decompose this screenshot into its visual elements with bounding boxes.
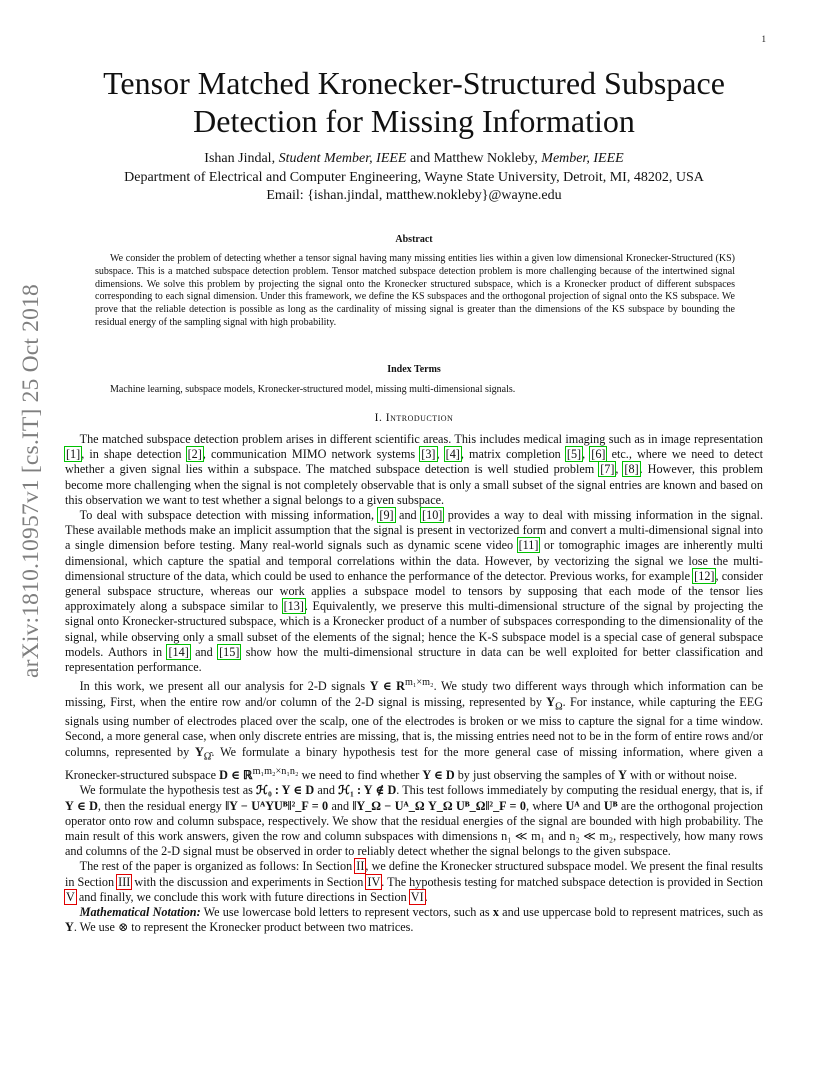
text-run: . This test follows immediately by computing the residual energy, that is, if — [396, 783, 763, 798]
text-run: The rest of the paper is organized as follows: In Section — [79, 859, 356, 874]
text-run: by just observing the samples of — [454, 768, 619, 783]
citation-link[interactable]: [9] — [379, 508, 394, 523]
text-run: or tomographic images are inherently multi dimensional, which capture the spatial and temporal correlations within the data. However, by vectorizing the signal we lose the multi-dimensional structure of the data, which could be used to enhance the performance of the detector. Previous works, for example — [65, 538, 763, 583]
section-link[interactable]: IV — [367, 874, 381, 889]
index-terms-text: Machine learning, subspace models, Kronecker-structured model, missing multi-dimensional signals. — [110, 384, 516, 395]
math-expression: ‖Y_Ω − Uᴬ_Ω Y_Ω Uᴮ_Ω‖²_F = 0 — [352, 798, 526, 813]
text-run: . We study two different ways through which information can be missing, First, when the entire row and/or column of the 2-D signal is missing, represented by — [65, 679, 763, 709]
text-run: and — [394, 508, 422, 523]
math-expression: Y — [618, 768, 627, 783]
text-run: , where — [525, 798, 566, 813]
math-expression: Y ∈ D — [65, 798, 98, 813]
citation-link[interactable]: [2] — [187, 447, 202, 462]
section-link[interactable]: V — [66, 889, 75, 904]
author-line — [64, 149, 764, 168]
math-expression: Y — [194, 744, 204, 759]
text-run: , respectively, how many rows and columns of the 2-D signal must be observed in order to reliably detect whether the signal belongs to the given subspace. — [65, 829, 763, 859]
text-run: . For instance, while capturing the EEG signals using number of electrodes placed over the scalp, one of the electrodes is broken or we miss to capture the signal for a time window. Second, a more general case, when only discrete entries are missing, that is, the missing entries need not to be in the form of entire rows and/or columns, represented by — [65, 694, 763, 759]
text-run: provides a way to deal with missing information in the signal. These available methods make an implicit assumption that the signal is present in vectorized form and convert a multi-dimensional signal into a single dimension before testing. Many real-world signals such as dynamic scene video — [65, 508, 763, 553]
text-run: and — [328, 798, 353, 813]
text-run: , communication MIMO network systems — [202, 447, 421, 462]
author-name-1: Ishan Jindal, — [204, 151, 279, 166]
text-run: We use lowercase bold letters to represent vectors, such as — [200, 905, 493, 920]
math-superscript: m₁×m₂ — [404, 677, 434, 689]
text-run: . The hypothesis testing for matched subspace detection is provided in Section — [381, 874, 763, 889]
page-number: 1 — [761, 34, 766, 44]
abstract-text: We consider the problem of detecting whether a tensor signal having many missing entities lies within a given low dimensional Kronecker-Structured (KS) subspace. This is a matched subspace detection problem. Tensor matched subspace detection problem is more challenging because of the intertwined signal dimensions. We solve this problem by projecting the signal onto the Kronecker structured subspace, which is a Kronecker product of different subspaces corresponding to each signal dimension. Under this framework, we define the KS subspaces and the orthogonal projection of signal onto the KS subspace. We prove that the reliable detection is possible as long as the cardinality of missing signal is greater than the dimensions of the KS subspace by bounding the residual energy of the sampling signal with high probability. — [95, 253, 735, 328]
text-run: In this work, we present all our analysis for 2-D signals — [79, 679, 370, 694]
affiliation: Department of Electrical and Computer Engineering, Wayne State University, Detroit, MI, 48202, USA — [124, 170, 704, 185]
math-expression: ℋ₀ : Y ∈ D — [256, 783, 315, 798]
math-expression: ℋ₁ : Y ∉ D — [338, 783, 397, 798]
math-expression: n₁ ≪ m₁ — [501, 829, 545, 844]
citation-link[interactable]: [4] — [445, 447, 460, 462]
math-subscript: Ω̂ — [203, 751, 212, 762]
notation-label: Mathematical Notation: — [79, 905, 201, 920]
citation-link[interactable]: [14] — [168, 644, 189, 659]
citation-link[interactable]: [1] — [66, 447, 81, 462]
math-expression: n₂ ≪ m₂ — [569, 829, 614, 844]
text-run: We formulate the hypothesis test as — [79, 783, 257, 798]
index-terms-heading: Index Terms — [387, 364, 441, 375]
math-expression: ‖Y − UᴬYUᴮ‖²_F = 0 — [225, 798, 329, 813]
text-run: . — [424, 889, 428, 904]
math-expression: Y — [546, 694, 556, 709]
paper-title: Tensor Matched Kronecker-Structured Subspace Detection for Missing Information — [103, 65, 725, 139]
citation-link[interactable]: [13] — [283, 599, 304, 614]
citation-link[interactable]: [8] — [624, 462, 639, 477]
paragraph-1 — [65, 432, 763, 508]
author-role-2: Member, IEEE — [541, 151, 624, 166]
section-link[interactable]: III — [118, 874, 131, 889]
text-run: show how the multi-dimensional structure in data can be well exploited for better classification and representation performance. — [65, 644, 763, 675]
math-expression: x — [492, 905, 499, 920]
text-run: we need to find whether — [298, 768, 423, 783]
text-run: are the orthogonal projection operator onto row and column subspace, respectively. We show that the residual energies of the signal are bounded with high probability. The main result of this work answers, given the row and column subspaces with dimensions — [65, 798, 763, 844]
text-run: and use uppercase bold to represent matrices, such as — [498, 905, 763, 920]
text-run: with or without noise. — [626, 768, 737, 783]
citation-link[interactable]: [15] — [219, 644, 240, 659]
section-heading-introduction: I. Introduction — [374, 412, 454, 424]
math-expression: Y ∈ D — [422, 768, 455, 783]
paragraph-5 — [65, 859, 763, 905]
text-run: and — [314, 783, 339, 798]
text-run: , then the residual energy — [97, 798, 226, 813]
text-run: etc., where we need to detect whether a given signal lies within a subspace. The matched subspace detection is well studied problem — [65, 447, 763, 477]
citation-link[interactable]: [10] — [422, 508, 443, 523]
author-role-1: Student Member, IEEE — [278, 151, 407, 166]
paragraph-6 — [65, 905, 763, 935]
section-link[interactable]: II — [356, 859, 365, 874]
math-expression: Y ∈ R — [369, 679, 405, 694]
citation-link[interactable]: [6] — [591, 447, 606, 462]
text-run: . However, this problem become more challenging when the signal is not completely observable that is only a small subset of the signal entries are known and based on this observation we want to test whether a signal belongs to a given subspace. — [65, 462, 763, 507]
abstract-heading: Abstract — [395, 234, 433, 245]
text-run: , — [436, 447, 445, 462]
citation-link[interactable]: [3] — [421, 447, 436, 462]
citation-link[interactable]: [7] — [600, 462, 615, 477]
math-superscript: m₁m₂×n₁n₂ — [252, 766, 299, 778]
text-run: , we define the Kronecker structured subspace model. We present the final results in Section — [65, 859, 763, 889]
text-run: To deal with subspace detection with missing information, — [79, 508, 379, 523]
text-run: and — [544, 829, 570, 844]
text-run: and — [579, 798, 604, 813]
text-run: with the discussion and experiments in Section — [131, 874, 367, 889]
math-expression: Uᴮ — [603, 798, 618, 813]
text-run: , consider general subspace structure, whereas our work applies a subspace model to tensors by supposing that each mode of the tensor lies approximately along a subspace similar to — [65, 568, 763, 614]
text-run: , matrix completion — [460, 447, 566, 462]
text-run: . We use ⊗ to represent the Kronecker product between two matrices. — [73, 920, 414, 935]
text-run: , in shape detection — [81, 447, 187, 462]
citation-link[interactable]: [5] — [566, 447, 582, 462]
text-run: The matched subspace detection problem arises in different scientific areas. This includes medical imaging such as in image representation — [79, 432, 763, 446]
paragraph-3 — [65, 675, 763, 783]
author-joiner: and Matthew Nokleby, — [406, 151, 542, 166]
math-subscript: Ω — [555, 700, 563, 712]
arxiv-stamp: arXiv:1810.10957v1 [cs.IT] 25 Oct 2018 — [18, 284, 44, 678]
text-run: , — [615, 462, 624, 477]
email-line: Email: {ishan.jindal, matthew.nokleby}@wayne.edu — [266, 188, 562, 203]
math-expression: Uᴬ — [565, 798, 580, 813]
text-run: . We formulate a binary hypothesis test for the more general case of missing information, where given a Kronecker-structured subspace — [65, 744, 764, 783]
citation-link[interactable]: [12] — [694, 568, 715, 583]
text-run: and — [189, 644, 219, 659]
text-run: . Equivalently, we preserve this multi-dimensional structure of the signal by projecting the signal onto Kronecker-structured subspace, which is a Kronecker product of a number of subspaces corresponding to the dimensionality of the signal, while observing only a small subset of the elements of the signal; hence the K-S subspace model is a special case of general subspace models. Authors in — [65, 599, 763, 659]
text-run: and finally, we conclude this work with future directions in Section — [75, 889, 410, 904]
citation-link[interactable]: [11] — [518, 538, 539, 553]
introduction-body — [65, 432, 763, 936]
math-expression: Y — [65, 920, 74, 935]
math-expression: D ∈ ℝ — [219, 768, 253, 783]
section-link[interactable]: VI — [410, 889, 424, 904]
paragraph-2 — [65, 508, 763, 675]
text-run: , — [582, 447, 591, 462]
paragraph-4 — [65, 783, 763, 859]
